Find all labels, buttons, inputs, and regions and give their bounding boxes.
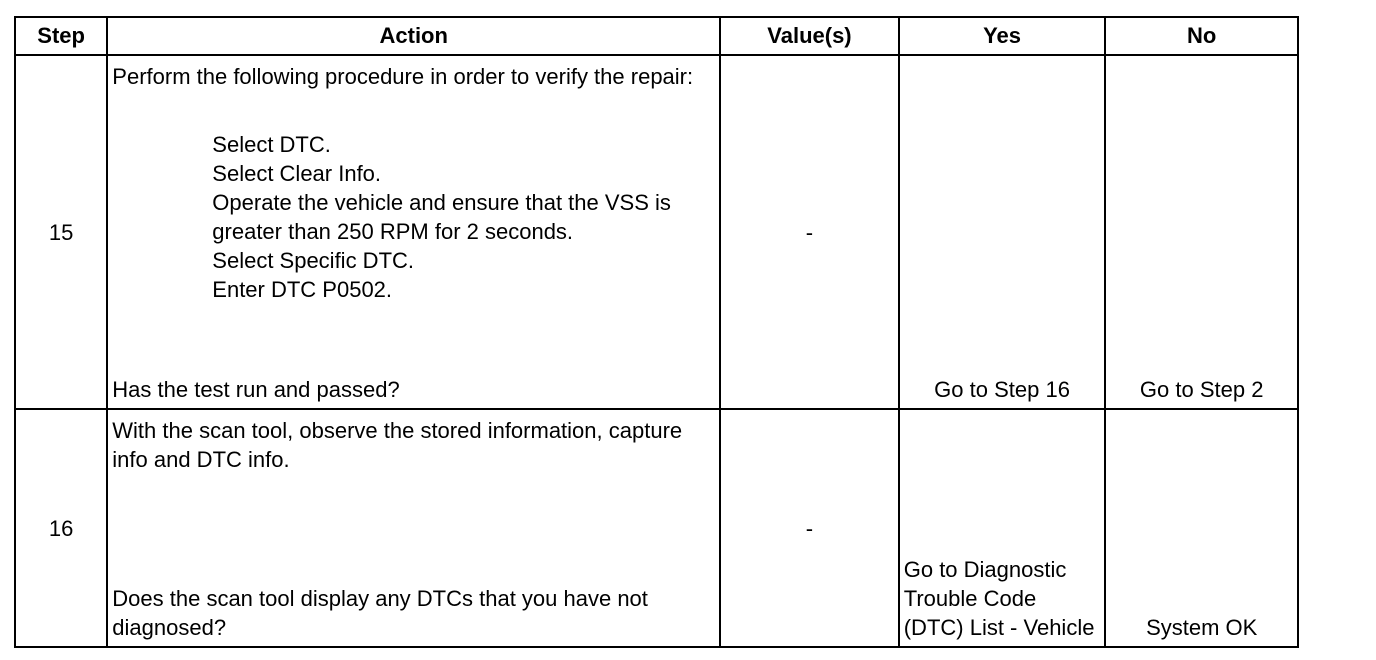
no-cell: [1105, 409, 1298, 647]
action-step-item: Select DTC.: [212, 132, 331, 157]
header-action: Action: [107, 17, 720, 55]
action-question: Has the test run and passed?: [112, 377, 400, 402]
action-step-item: Enter DTC P0502.: [212, 277, 393, 302]
yes-cell: [899, 409, 1106, 647]
yes-cell: [899, 55, 1106, 409]
step-number: 16: [15, 409, 107, 647]
action-step-item: Select Clear Info.: [212, 161, 382, 186]
value-cell: -: [720, 409, 899, 647]
table-row: [15, 55, 1298, 409]
header-step: Step: [15, 17, 107, 55]
table-header-row: [15, 17, 1298, 55]
action-steps-list: [112, 130, 715, 304]
no-link[interactable]: Go to Step 2: [1139, 377, 1264, 402]
table-row: [15, 409, 1298, 647]
action-cell: [107, 409, 720, 647]
no-result: System OK: [1146, 615, 1258, 640]
no-cell: [1105, 55, 1298, 409]
action-cell: [107, 55, 720, 409]
action-step-item: Select Specific DTC.: [212, 248, 415, 273]
action-step-item: Operate the vehicle and ensure that the VSS is greater than 250 RPM for 2 seconds.: [212, 190, 671, 244]
diagnostic-step-table: [14, 16, 1299, 648]
value-cell: -: [720, 55, 899, 409]
action-intro: Perform the following procedure in order to verify the repair:: [112, 64, 694, 89]
action-question: Does the scan tool display any DTCs that you have not diagnosed?: [112, 586, 648, 640]
yes-link[interactable]: Go to Step 16: [934, 377, 1070, 402]
step-number: 15: [15, 55, 107, 409]
yes-link[interactable]: Go to Diagnostic Trouble Code (DTC) List - Vehicle: [903, 557, 1095, 640]
header-yes: Yes: [899, 17, 1106, 55]
header-no: No: [1105, 17, 1298, 55]
action-intro: With the scan tool, observe the stored information, capture info and DTC info.: [112, 418, 683, 472]
header-values: Value(s): [720, 17, 899, 55]
